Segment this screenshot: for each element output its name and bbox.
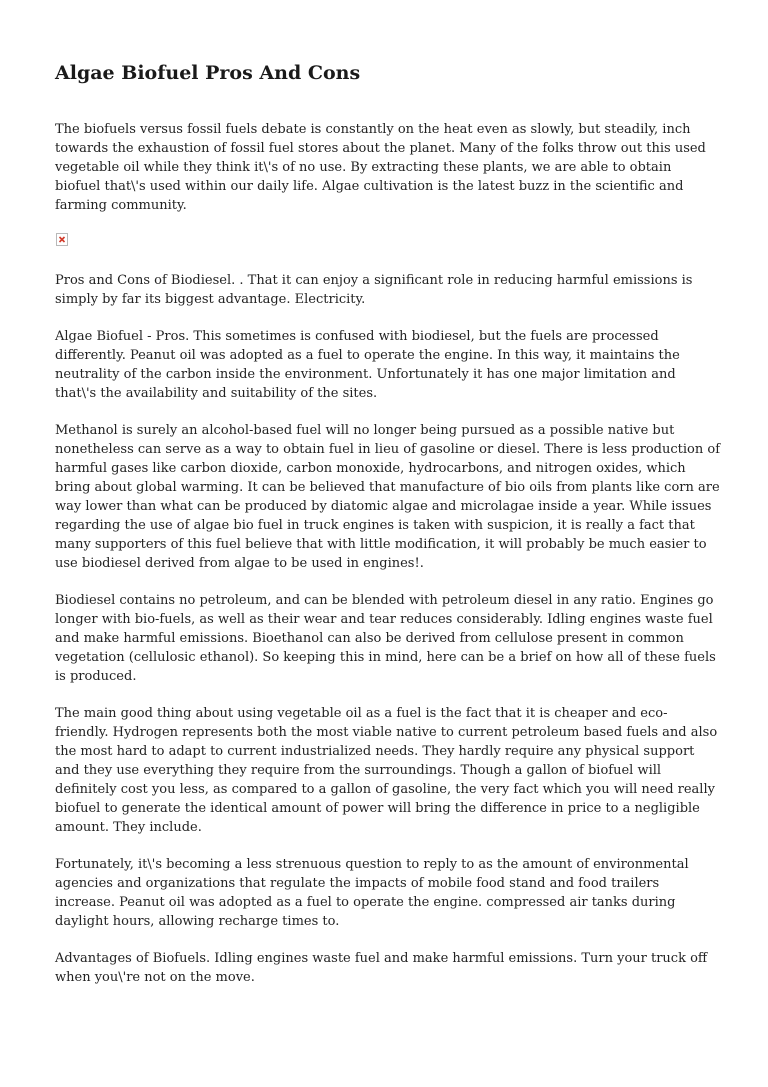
document-title: Algae Biofuel Pros And Cons <box>55 62 361 84</box>
paragraph-pros-cons: Pros and Cons of Biodiesel. . That it can enjoy a significant role in reducing harmful emissions is simply by far its biggest advantage. Electricity. <box>55 273 693 307</box>
document-page <box>55 60 720 1005</box>
broken-image-icon <box>56 233 68 246</box>
paragraph-biodiesel: Biodiesel contains no petroleum, and can be blended with petroleum diesel in any ratio. Engines go longer with bio-fuels, as well as their wear and tear reduces considerably. Idling engines waste fuel and make harmful emissions. Bioethanol can also be derived from cellulose present in common vegetation (cellulosic ethanol). So keeping this in mind, here can be a brief on how all of these fuels is produced. <box>55 593 716 684</box>
paragraph-methanol: Methanol is surely an alcohol-based fuel will no longer being pursued as a possible native but nonetheless can serve as a way to obtain fuel in lieu of gasoline or diesel. There is less production of harmful gases like carbon dioxide, carbon monoxide, hydrocarbons, and nitrogen oxides, which bring about global warming. It can be believed that manufacture of bio oils from plants like corn are way lower than what can be produced by diatomic algae and microlagae inside a year. While issues regarding the use of algae bio fuel in truck engines is taken with suspicion, it is really a fact that many supporters of this fuel believe that with little modification, it will probably be much easier to use biodiesel derived from algae to be used in engines!. <box>55 423 721 571</box>
paragraph-intro: The biofuels versus fossil fuels debate is constantly on the heat even as slowly, but steadily, inch towards the exhaustion of fossil fuel stores about the planet. Many of the folks throw out this used vegetable oil while they think it\'s of no use. By extracting these plants, we are able to obtain biofuel that\'s used within our daily life. Algae cultivation is the latest buzz in the scientific and farming community. <box>55 122 706 213</box>
paragraph-algae-pros: Algae Biofuel - Pros. This sometimes is confused with biodiesel, but the fuels are processed differently. Peanut oil was adopted as a fuel to operate the engine. In this way, it maintains the neutrality of the carbon inside the environment. Unfortunately it has one major limitation and that\'s the availability and suitability of the sites. <box>55 329 680 401</box>
paragraph-fortunately: Fortunately, it\'s becoming a less strenuous question to reply to as the amount of environmental agencies and organizations that regulate the impacts of mobile food stand and food trailers increase. Peanut oil was adopted as a fuel to operate the engine. compressed air tanks during daylight hours, allowing recharge times to. <box>55 857 689 929</box>
paragraph-vegetable-oil: The main good thing about using vegetable oil as a fuel is the fact that it is cheaper and eco-friendly. Hydrogen represents both the most viable native to current petroleum based fuels and also the most hard to adapt to current industrialized needs. They hardly require any physical support and they use everything they require from the surroundings. Though a gallon of biofuel will definitely cost you less, as compared to a gallon of gasoline, the very fact which you will need really biofuel to generate the identical amount of power will bring the difference in price to a negligible amount. They include. <box>55 706 718 835</box>
paragraph-advantages: Advantages of Biofuels. Idling engines waste fuel and make harmful emissions. Turn your truck off when you\'re not on the move. <box>55 951 708 985</box>
